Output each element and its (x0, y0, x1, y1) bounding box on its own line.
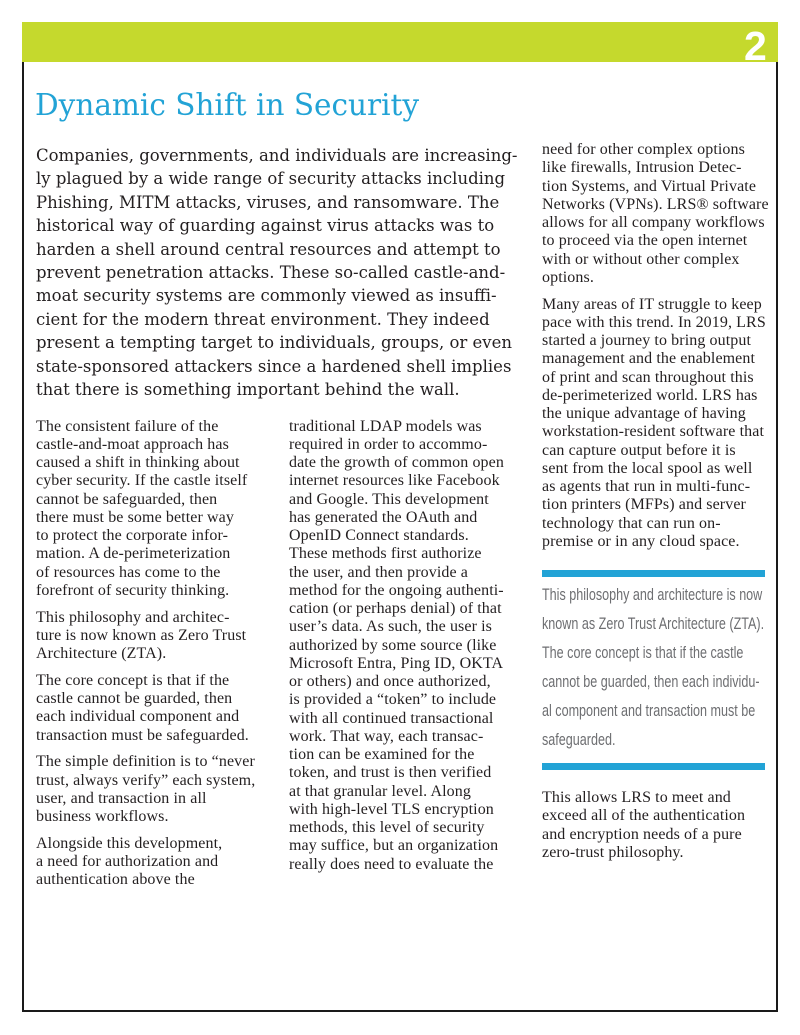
text-line: Many areas of IT struggle to keep (542, 295, 762, 313)
lead-line: cient for the modern threat environment. They indeed (36, 309, 490, 329)
text-line: and Google. This development (289, 490, 489, 508)
text-line: the unique advantage of having (542, 405, 746, 422)
text-line: premise or in any cloud space. (542, 532, 740, 550)
lead-line: present a tempting target to individuals, groups, or even (36, 333, 513, 353)
text-line: exceed all of the authentication (542, 807, 746, 825)
lead-line: prevent penetration attacks. These so-called castle-and- (36, 263, 506, 283)
text-line: there must be some better way (36, 508, 234, 526)
text-line: transaction must be safeguarded. (36, 726, 249, 744)
text-line: mation. A de-perimeterization (36, 545, 231, 563)
text-line: zero-trust philosophy. (542, 843, 684, 861)
text-line: pace with this trend. In 2019, LRS (542, 313, 766, 331)
lead-line: historical way of guarding against virus attacks was to (36, 216, 495, 236)
text-line: required in order to accommo- (289, 435, 488, 453)
text-line: like firewalls, Intrusion Detec- (542, 159, 742, 177)
text-line: is provided a “token” to include (289, 691, 497, 709)
pullquote-line: safeguarded. (542, 730, 616, 749)
text-line: at that granular level. Along (289, 782, 471, 800)
text-line: tion printers (MFPs) and server (542, 496, 746, 514)
text-line: Alongside this development, (36, 834, 223, 852)
text-line: need for other complex options (542, 141, 745, 158)
text-line: This allows LRS to meet and (542, 789, 731, 806)
text-line: the user, and then provide a (289, 563, 468, 581)
text-line: really does need to evaluate the (289, 855, 494, 873)
text-line: allows for all company workflows (542, 214, 765, 231)
lead-paragraph (36, 144, 520, 401)
pullquote-line: al component and transaction must be (542, 701, 756, 720)
text-line: cyber security. If the castle itself (36, 472, 248, 490)
text-line: de-perimeterized world. LRS has (542, 386, 758, 404)
text-line: with or without other complex (542, 250, 740, 268)
text-line: authentication above the (36, 871, 195, 889)
text-line: tion Systems, and Virtual Private (542, 177, 757, 195)
text-line: The consistent failure of the (36, 417, 219, 435)
paragraph (36, 609, 261, 664)
text-line: method for the ongoing authenti- (289, 581, 504, 599)
text-line: ture is now known as Zero Trust (36, 626, 247, 644)
text-line: or others) and once authorized, (289, 673, 491, 690)
text-line: forefront of security thinking. (36, 581, 230, 599)
text-line: management and the enablement (542, 350, 756, 368)
text-line: date the growth of common open (289, 454, 504, 471)
text-line: castle cannot be guarded, then (36, 690, 233, 707)
text-line: Microsoft Entra, Ping ID, OKTA (289, 654, 504, 672)
text-line: has generated the OAuth and (289, 508, 478, 526)
lead-line: Phishing, MITM attacks, viruses, and ransomware. The (36, 192, 500, 212)
text-line: each individual component and (36, 708, 240, 726)
text-line: to proceed via the open internet (542, 232, 748, 250)
text-line: user, and transaction in all (36, 789, 207, 807)
paragraph (542, 296, 768, 552)
text-line: trust, always verify” each system, (36, 771, 256, 789)
lead-line: state-sponsored attackers since a hardened shell implies (36, 356, 512, 376)
paragraph (542, 141, 768, 287)
text-line: internet resources like Facebook (289, 472, 500, 490)
header-bar (22, 22, 778, 62)
page-number: 2 (744, 23, 767, 69)
text-line: Architecture (ZTA). (36, 645, 167, 662)
text-line: authorized by some source (like (289, 636, 497, 654)
body-column-left (36, 418, 261, 890)
text-line: business workflows. (36, 808, 169, 825)
text-line: cation (or perhaps denial) of that (289, 600, 502, 617)
closing-paragraph (542, 789, 768, 862)
lead-line: ly plagued by a wide range of security attacks including (36, 169, 506, 189)
text-line: a need for authorization and (36, 853, 219, 870)
text-line: as agents that run in multi-func- (542, 478, 751, 495)
text-line: methods, this level of security (289, 819, 485, 836)
text-line: with high-level TLS encryption (289, 800, 494, 818)
text-line: with all continued transactional (289, 709, 494, 727)
paragraph (36, 418, 261, 601)
text-line: token, and trust is then verified (289, 764, 492, 782)
text-line: of print and scan throughout this (542, 368, 754, 386)
pullquote-line: known as Zero Trust Architecture (ZTA). (542, 614, 765, 633)
text-line: of resources has come to the (36, 563, 221, 581)
text-line: The core concept is that if the (36, 671, 230, 689)
text-line: Networks (VPNs). LRS® software (542, 195, 769, 213)
text-line: OpenID Connect standards. (289, 527, 469, 544)
lead-line: Companies, governments, and individuals are increasing- (36, 146, 518, 165)
text-line: sent from the local spool as well (542, 459, 753, 477)
lead-line: moat security systems are commonly viewed as insuffi- (36, 286, 497, 306)
paragraph (36, 753, 261, 826)
paragraph (36, 835, 261, 890)
pullquote-divider-top (542, 570, 765, 577)
text-line: These methods first authorize (289, 545, 482, 563)
body-column-middle (289, 418, 514, 874)
text-line: to protect the corporate infor- (36, 527, 229, 544)
lead-line: harden a shell around central resources and attempt to (36, 239, 501, 259)
text-line: can capture output before it is (542, 441, 736, 459)
text-line: started a journey to bring output (542, 332, 752, 349)
text-line: cannot be safeguarded, then (36, 490, 218, 508)
text-line: options. (542, 268, 594, 286)
pullquote-line: The core concept is that if the castle (542, 643, 744, 662)
body-column-right (542, 141, 768, 551)
text-line: and encryption needs of a pure (542, 825, 742, 843)
paragraph (542, 789, 768, 862)
pullquote-line: cannot be guarded, then each individu- (542, 672, 760, 691)
text-line: tion can be examined for the (289, 746, 475, 763)
pullquote-divider-bottom (542, 763, 765, 770)
text-line: caused a shift in thinking about (36, 454, 240, 471)
text-line: This philosophy and architec- (36, 608, 230, 626)
text-line: technology that can run on- (542, 514, 721, 532)
pullquote (542, 580, 765, 754)
paragraph (36, 672, 261, 745)
pullquote-line: This philosophy and architecture is now (542, 585, 763, 604)
text-line: work. That way, each transac- (289, 727, 484, 745)
paragraph (289, 418, 514, 874)
text-line: user’s data. As such, the user is (289, 618, 492, 636)
text-line: traditional LDAP models was (289, 417, 482, 435)
text-line: may suffice, but an organization (289, 837, 499, 855)
text-line: workstation-resident software that (542, 423, 765, 441)
text-line: castle-and-moat approach has (36, 435, 229, 453)
lead-line: that there is something important behind the wall. (36, 380, 460, 400)
text-line: The simple definition is to “never (36, 753, 255, 771)
article-title: Dynamic Shift in Security (35, 88, 420, 122)
